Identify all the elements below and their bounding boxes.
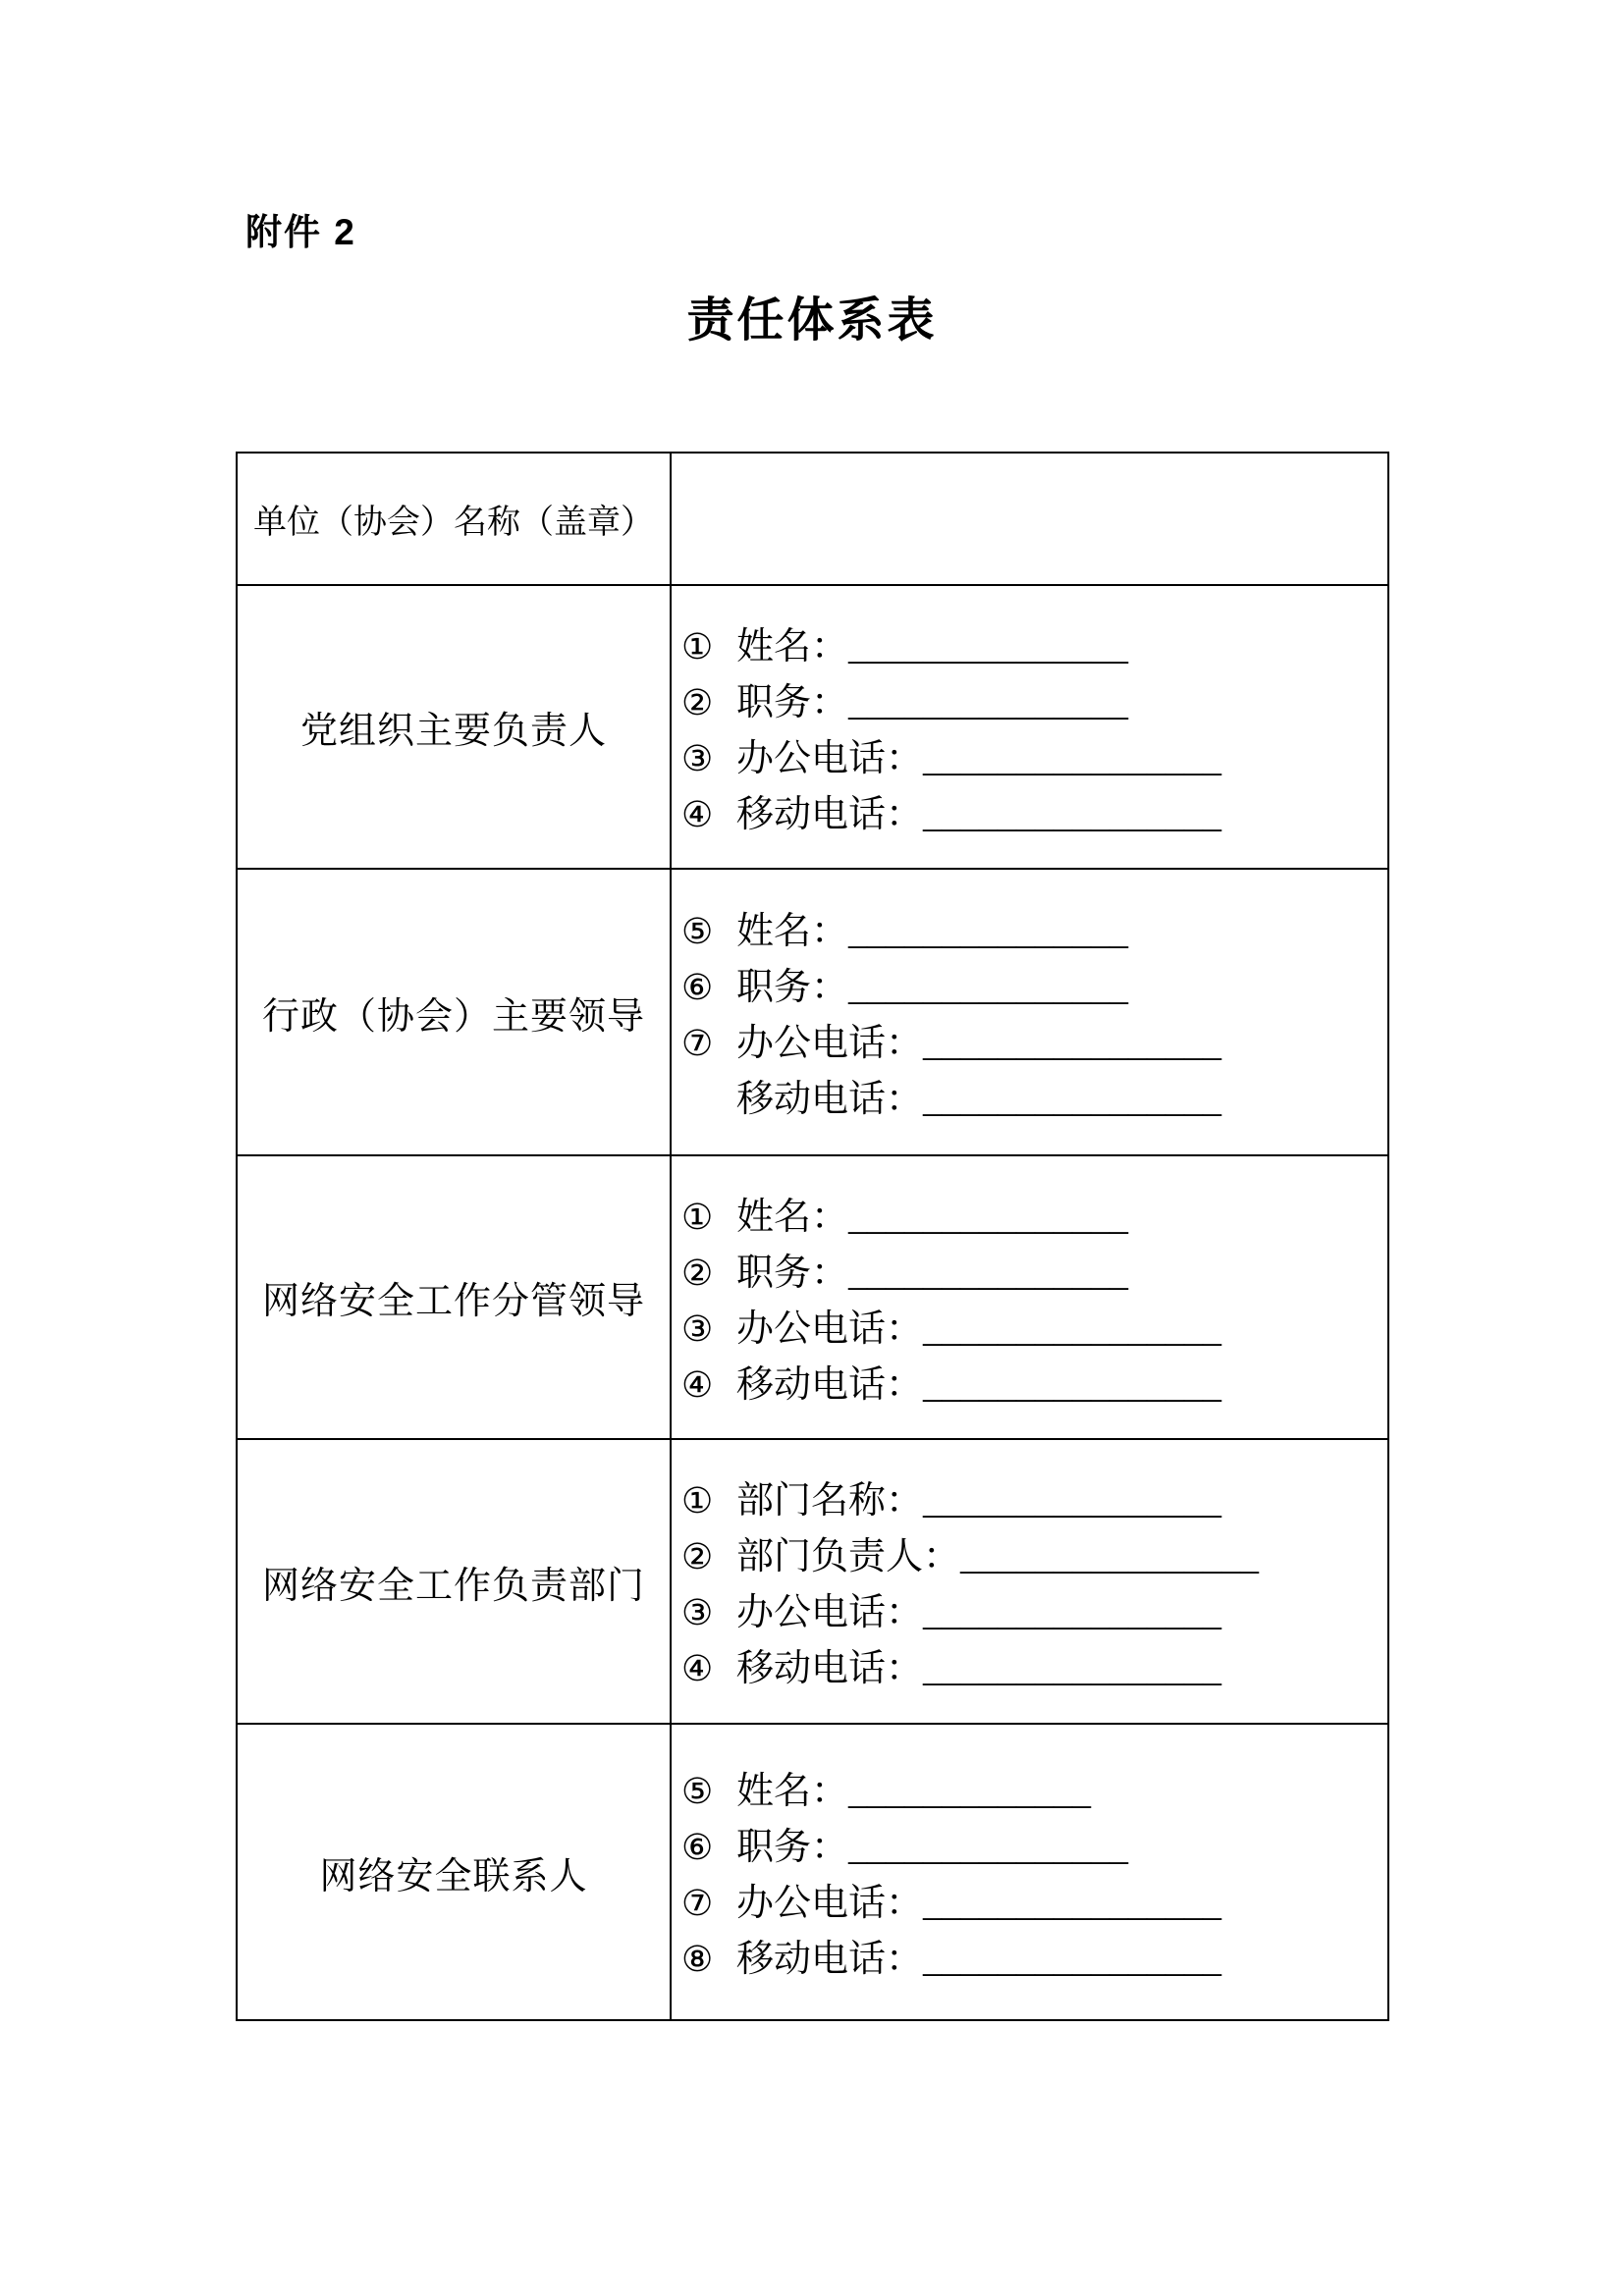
form-line <box>681 1246 1380 1302</box>
field-label: 姓名： <box>736 1771 849 1812</box>
blank-underline: ________________ <box>923 793 1222 835</box>
field-label: 姓名： <box>736 1196 849 1238</box>
field-label: 职务： <box>736 1252 849 1294</box>
field-label: 移动电话： <box>736 1648 924 1689</box>
field-label: 姓名： <box>736 625 849 667</box>
form-line <box>681 1932 1380 1988</box>
field-label: 职务： <box>736 967 849 1008</box>
circled-number: ① <box>681 1481 714 1522</box>
form-line <box>681 1641 1380 1697</box>
circled-number: ③ <box>681 1308 714 1350</box>
form-line <box>681 904 1380 960</box>
circled-number: ⑦ <box>681 1024 714 1064</box>
blank-underline: _______________ <box>848 1196 1129 1238</box>
form-line <box>681 1529 1380 1585</box>
row-label-security-lead: 网络安全工作分管领导 <box>237 1155 671 1439</box>
blank-underline: ________________ <box>923 1883 1222 1924</box>
form-line <box>681 1585 1380 1641</box>
blank-underline: ________________ <box>960 1536 1260 1577</box>
form-line <box>681 1876 1380 1932</box>
blank-underline: ________________ <box>923 1939 1222 1980</box>
form-line <box>681 960 1380 1016</box>
form-line <box>681 1820 1380 1876</box>
blank-underline: ________________ <box>923 1363 1222 1406</box>
field-label: 办公电话： <box>736 1592 924 1633</box>
blank-underline: _______________ <box>848 967 1129 1008</box>
field-label: 移动电话： <box>736 1079 924 1120</box>
table-row <box>237 1724 1388 2020</box>
circled-number: ② <box>681 1253 714 1294</box>
party-leader-fields <box>671 585 1388 869</box>
form-line <box>681 1764 1380 1820</box>
form-line <box>681 1302 1380 1358</box>
field-label: 职务： <box>736 681 849 723</box>
blank-underline: ________________ <box>923 1592 1222 1633</box>
blank-underline: _______________ <box>848 625 1129 667</box>
circled-number: ④ <box>681 1364 714 1406</box>
table-row <box>237 1439 1388 1724</box>
circled-number: ⑧ <box>681 1940 714 1980</box>
form-line <box>681 731 1380 787</box>
circled-number: ③ <box>681 1593 714 1633</box>
circled-number: ⑥ <box>681 968 714 1008</box>
row-label-security-contact: 网络安全联系人 <box>237 1724 671 2020</box>
blank-underline: ________________ <box>923 1648 1222 1689</box>
blank-underline: _______________ <box>848 1827 1129 1868</box>
blank-underline: _____________ <box>848 1771 1092 1812</box>
form-line <box>681 619 1380 675</box>
table-row <box>237 1155 1388 1439</box>
field-label: 办公电话： <box>736 1308 924 1350</box>
form-line <box>681 1358 1380 1414</box>
circled-number: ① <box>681 626 714 667</box>
table-row <box>237 453 1388 585</box>
field-label: 移动电话： <box>736 1363 924 1406</box>
field-label: 办公电话： <box>736 737 924 779</box>
blank-underline: _______________ <box>848 681 1129 723</box>
blank-underline: _______________ <box>848 911 1129 952</box>
field-label: 部门负责人： <box>736 1536 961 1577</box>
circled-number: ① <box>681 1197 714 1238</box>
table-row <box>237 869 1388 1155</box>
blank-underline: ________________ <box>923 737 1222 779</box>
form-line <box>681 1473 1380 1529</box>
field-label: 职务： <box>736 1827 849 1868</box>
form-line <box>681 1072 1380 1128</box>
field-label: 移动电话： <box>736 793 924 835</box>
circled-number: ⑦ <box>681 1884 714 1924</box>
field-label: 移动电话： <box>736 1939 924 1980</box>
row-label-party-leader: 党组织主要负责人 <box>237 585 671 869</box>
form-line <box>681 1190 1380 1246</box>
field-label: 部门名称： <box>736 1480 924 1522</box>
form-line <box>681 787 1380 843</box>
circled-number: ⑥ <box>681 1828 714 1868</box>
circled-number: ⑤ <box>681 912 714 952</box>
row-label-admin-leader: 行政（协会）主要领导 <box>237 869 671 1155</box>
row-label-unit-name: 单位（协会）名称（盖章） <box>237 453 671 585</box>
table-row <box>237 585 1388 869</box>
responsibility-table <box>236 452 1389 2021</box>
admin-leader-fields <box>671 869 1388 1155</box>
row-label-security-dept: 网络安全工作负责部门 <box>237 1439 671 1724</box>
circled-number: ② <box>681 682 714 723</box>
form-line <box>681 675 1380 731</box>
field-label: 办公电话： <box>736 1023 924 1064</box>
page-title: 责任体系表 <box>686 294 938 347</box>
field-label: 办公电话： <box>736 1883 924 1924</box>
blank-underline: ________________ <box>923 1079 1222 1120</box>
form-line <box>681 1016 1380 1072</box>
circled-number: ④ <box>681 1649 714 1689</box>
circled-number: ② <box>681 1537 714 1577</box>
blank-underline: ________________ <box>923 1308 1222 1350</box>
circled-number: ③ <box>681 738 714 779</box>
security-contact-fields <box>671 1724 1388 2020</box>
attachment-label: 附件 2 <box>245 212 356 252</box>
blank-underline: _______________ <box>848 1252 1129 1294</box>
circled-number: ④ <box>681 794 714 835</box>
security-lead-fields <box>671 1155 1388 1439</box>
security-dept-fields <box>671 1439 1388 1724</box>
unit-name-blank-cell <box>671 453 1388 585</box>
field-label: 姓名： <box>736 911 849 952</box>
blank-underline: ________________ <box>923 1023 1222 1064</box>
blank-underline: ________________ <box>923 1480 1222 1522</box>
circled-number: ⑤ <box>681 1772 714 1812</box>
